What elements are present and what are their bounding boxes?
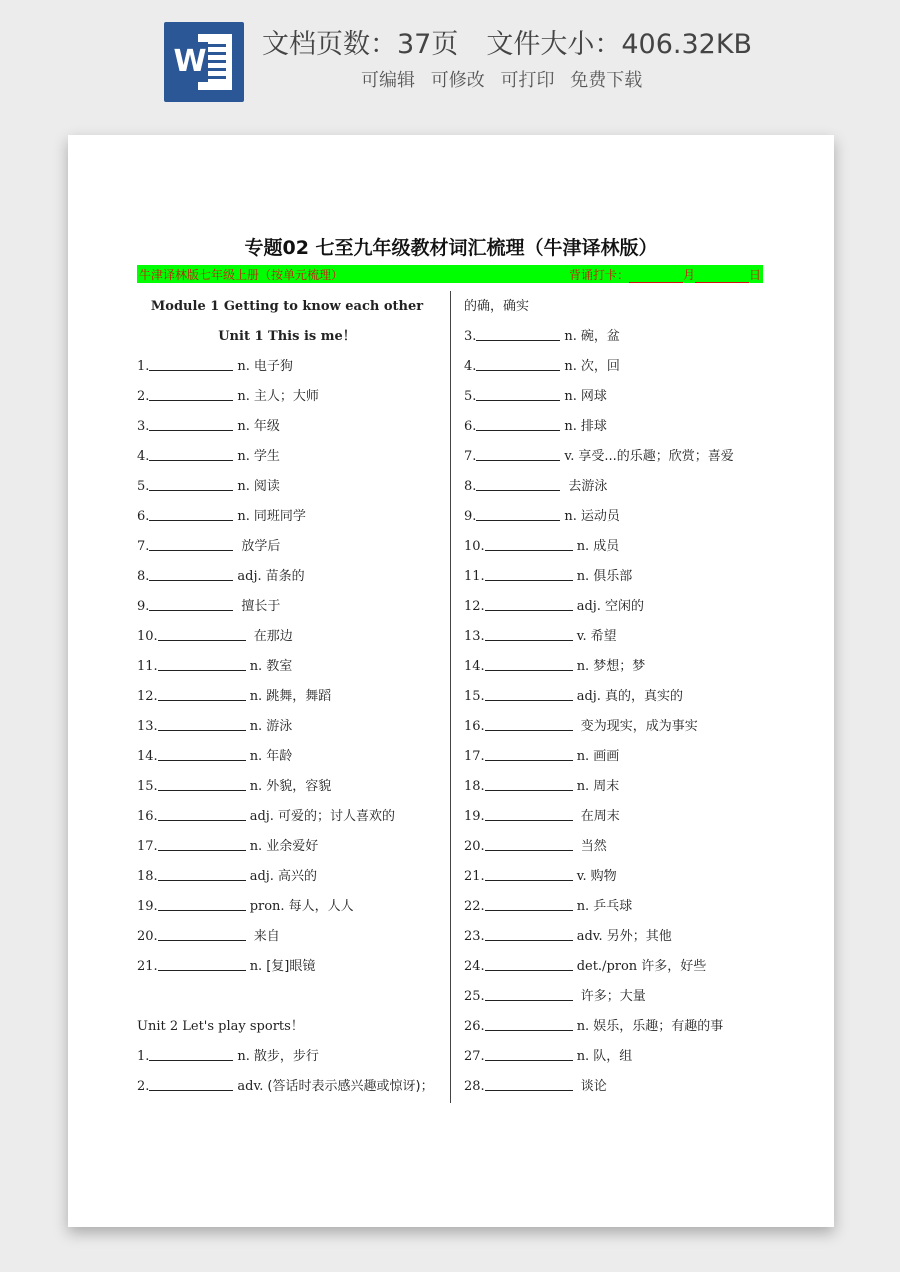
item-number: 16. bbox=[137, 809, 158, 824]
chinese-meaning: 碗，盆 bbox=[580, 329, 620, 344]
chinese-meaning: 队，组 bbox=[593, 1049, 633, 1064]
part-of-speech: n. bbox=[249, 659, 263, 674]
answer-blank[interactable] bbox=[476, 506, 560, 521]
answer-blank[interactable] bbox=[485, 896, 573, 911]
answer-blank[interactable] bbox=[158, 836, 246, 851]
section-header-bar bbox=[137, 265, 763, 283]
document-page bbox=[68, 135, 834, 1227]
answer-blank[interactable] bbox=[149, 536, 233, 551]
feature-modifiable: 可修改 bbox=[430, 70, 485, 91]
answer-blank[interactable] bbox=[485, 656, 573, 671]
part-of-speech: adj. bbox=[576, 599, 601, 614]
item-number: 4. bbox=[464, 359, 477, 374]
chinese-meaning: 年级 bbox=[253, 419, 280, 434]
vocab-item bbox=[464, 1042, 784, 1072]
vocab-item bbox=[464, 412, 784, 442]
month-label: 月 bbox=[682, 268, 695, 282]
vocab-item bbox=[464, 502, 784, 532]
item-number: 11. bbox=[464, 569, 485, 584]
answer-blank[interactable] bbox=[476, 326, 560, 341]
item-number: 9. bbox=[464, 509, 477, 524]
chinese-meaning: 许多，好些 bbox=[641, 959, 707, 974]
answer-blank[interactable] bbox=[485, 536, 573, 551]
word-logo-letter: W bbox=[172, 42, 208, 82]
item-number: 6. bbox=[137, 509, 150, 524]
chinese-meaning: 跳舞，舞蹈 bbox=[266, 689, 332, 704]
chinese-meaning: 当然 bbox=[580, 839, 607, 854]
item-number: 17. bbox=[137, 839, 158, 854]
item-number: 16. bbox=[464, 719, 485, 734]
item-number: 28. bbox=[464, 1079, 485, 1094]
section-label: 牛津译林版七年级上册（按单元梳理） bbox=[139, 268, 344, 282]
vocab-item bbox=[464, 952, 784, 982]
vocab-item bbox=[464, 652, 784, 682]
word-document-icon bbox=[164, 22, 244, 102]
part-of-speech: n. bbox=[249, 719, 263, 734]
answer-blank[interactable] bbox=[485, 806, 573, 821]
vocab-item bbox=[137, 412, 437, 442]
chinese-meaning: 排球 bbox=[580, 419, 607, 434]
answer-blank[interactable] bbox=[485, 956, 573, 971]
item-number: 24. bbox=[464, 959, 485, 974]
day-label: 日 bbox=[748, 268, 761, 282]
vocab-item bbox=[137, 352, 437, 382]
part-of-speech: adv. bbox=[576, 929, 603, 944]
answer-blank[interactable] bbox=[485, 776, 573, 791]
chinese-meaning: 放学后 bbox=[241, 539, 281, 554]
answer-blank[interactable] bbox=[476, 446, 560, 461]
item-number: 6. bbox=[464, 419, 477, 434]
chinese-meaning: 俱乐部 bbox=[593, 569, 633, 584]
chinese-meaning: 外貌，容貌 bbox=[266, 779, 332, 794]
part-of-speech: n. bbox=[576, 749, 590, 764]
chinese-meaning: 高兴的 bbox=[277, 869, 317, 884]
vocab-item bbox=[464, 1012, 784, 1042]
vocab-item bbox=[137, 862, 437, 892]
item-number: 1. bbox=[137, 1049, 150, 1064]
answer-blank[interactable] bbox=[158, 656, 246, 671]
chinese-meaning: 另外；其他 bbox=[606, 929, 672, 944]
item-number: 2. bbox=[137, 1079, 150, 1094]
item-number: 27. bbox=[464, 1049, 485, 1064]
answer-blank[interactable] bbox=[158, 716, 246, 731]
part-of-speech: v. bbox=[576, 629, 587, 644]
chinese-meaning: 去游泳 bbox=[568, 479, 608, 494]
vocab-item bbox=[137, 562, 437, 592]
chinese-meaning: 散步，步行 bbox=[253, 1049, 319, 1064]
answer-blank[interactable] bbox=[149, 506, 233, 521]
vocab-item bbox=[464, 532, 784, 562]
chinese-meaning: 次，回 bbox=[580, 359, 620, 374]
part-of-speech: n. bbox=[576, 569, 590, 584]
answer-blank[interactable] bbox=[149, 566, 233, 581]
chinese-meaning: 真的，真实的 bbox=[604, 689, 683, 704]
answer-blank[interactable] bbox=[149, 596, 233, 611]
file-meta bbox=[262, 22, 780, 61]
answer-blank[interactable] bbox=[149, 386, 233, 401]
recite-checkin bbox=[569, 266, 761, 283]
chinese-meaning: [复]眼镜 bbox=[266, 959, 316, 974]
item-number: 1. bbox=[137, 359, 150, 374]
item-number: 8. bbox=[137, 569, 150, 584]
item-number: 3. bbox=[464, 329, 477, 344]
item-number: 14. bbox=[464, 659, 485, 674]
vocab-item bbox=[464, 322, 784, 352]
right-column bbox=[464, 292, 784, 1102]
vocab-item bbox=[137, 502, 437, 532]
answer-blank[interactable] bbox=[158, 746, 246, 761]
answer-blank[interactable] bbox=[485, 566, 573, 581]
part-of-speech: n. bbox=[237, 419, 250, 434]
item-number: 17. bbox=[464, 749, 485, 764]
item-number: 10. bbox=[464, 539, 485, 554]
month-blank[interactable] bbox=[629, 271, 683, 283]
part-of-speech: n. bbox=[564, 419, 577, 434]
answer-blank[interactable] bbox=[158, 896, 246, 911]
item-number: 25. bbox=[464, 989, 485, 1004]
chinese-meaning: 谈论 bbox=[580, 1079, 607, 1094]
part-of-speech: adj. bbox=[249, 869, 274, 884]
text-line: 的确，确实 bbox=[464, 299, 530, 314]
vocab-item bbox=[464, 922, 784, 952]
chinese-meaning: 变为现实，成为事实 bbox=[580, 719, 698, 734]
answer-blank[interactable] bbox=[485, 626, 573, 641]
part-of-speech: pron. bbox=[249, 899, 285, 914]
text-line: Unit 2 Let's play sports！ bbox=[137, 1019, 304, 1034]
part-of-speech: n. bbox=[576, 779, 590, 794]
chinese-meaning: 同班同学 bbox=[253, 509, 306, 524]
chinese-meaning: 游泳 bbox=[266, 719, 293, 734]
feature-list bbox=[361, 66, 652, 92]
answer-blank[interactable] bbox=[485, 686, 573, 701]
chinese-meaning: 网球 bbox=[580, 389, 607, 404]
chinese-meaning: 空闲的 bbox=[604, 599, 644, 614]
answer-blank[interactable] bbox=[476, 386, 560, 401]
vocab-item bbox=[137, 832, 437, 862]
vocab-item bbox=[137, 742, 437, 772]
item-number: 7. bbox=[137, 539, 150, 554]
part-of-speech: n. bbox=[249, 779, 263, 794]
part-of-speech: n. bbox=[237, 1049, 250, 1064]
chinese-meaning: 教室 bbox=[266, 659, 293, 674]
part-of-speech: n. bbox=[249, 749, 263, 764]
part-of-speech: n. bbox=[564, 329, 577, 344]
item-number: 18. bbox=[137, 869, 158, 884]
vocab-item bbox=[137, 382, 437, 412]
item-number: 5. bbox=[137, 479, 150, 494]
checkin-label: 背诵打卡： bbox=[568, 268, 629, 282]
answer-blank[interactable] bbox=[149, 1046, 233, 1061]
chinese-meaning: 业余爱好 bbox=[266, 839, 319, 854]
vocab-item bbox=[137, 622, 437, 652]
answer-blank[interactable] bbox=[485, 1076, 573, 1091]
item-number: 8. bbox=[464, 479, 477, 494]
vocab-item bbox=[464, 352, 784, 382]
answer-blank[interactable] bbox=[485, 746, 573, 761]
chinese-meaning: 希望 bbox=[590, 629, 617, 644]
part-of-speech: n. bbox=[237, 389, 250, 404]
item-number: 13. bbox=[137, 719, 158, 734]
answer-blank[interactable] bbox=[485, 926, 573, 941]
answer-blank[interactable] bbox=[476, 416, 560, 431]
left-column bbox=[137, 292, 437, 1102]
answer-blank[interactable] bbox=[158, 926, 246, 941]
item-number: 20. bbox=[464, 839, 485, 854]
item-number: 2. bbox=[137, 389, 150, 404]
part-of-speech: n. bbox=[564, 359, 577, 374]
answer-blank[interactable] bbox=[149, 416, 233, 431]
part-of-speech: n. bbox=[576, 659, 590, 674]
chinese-meaning: 购物 bbox=[590, 869, 617, 884]
section-heading: Unit 1 This is me！ bbox=[218, 329, 356, 344]
vocab-item bbox=[464, 592, 784, 622]
chinese-meaning: 阅读 bbox=[253, 479, 280, 494]
vocab-item bbox=[137, 1042, 437, 1072]
vocab-item bbox=[464, 682, 784, 712]
chinese-meaning: 运动员 bbox=[580, 509, 620, 524]
chinese-meaning: 乒乓球 bbox=[593, 899, 633, 914]
item-number: 22. bbox=[464, 899, 485, 914]
chinese-meaning: 擅长于 bbox=[241, 599, 281, 614]
vocab-item bbox=[137, 652, 437, 682]
part-of-speech: n. bbox=[576, 1019, 590, 1034]
vocab-item bbox=[464, 802, 784, 832]
answer-blank[interactable] bbox=[485, 1016, 573, 1031]
vocab-item bbox=[137, 922, 437, 952]
chinese-meaning: 在那边 bbox=[253, 629, 293, 644]
vocab-item bbox=[464, 622, 784, 652]
vocab-item bbox=[464, 832, 784, 862]
document-title: 专题02 七至九年级教材词汇梳理（牛津译林版） bbox=[244, 237, 658, 259]
vocab-item bbox=[464, 772, 784, 802]
part-of-speech: n. bbox=[237, 479, 250, 494]
vocab-item bbox=[137, 1072, 437, 1102]
answer-blank[interactable] bbox=[158, 626, 246, 641]
vocab-item bbox=[464, 982, 784, 1012]
chinese-meaning: 主人；大师 bbox=[253, 389, 319, 404]
answer-blank[interactable] bbox=[158, 806, 246, 821]
answer-blank[interactable] bbox=[149, 476, 233, 491]
part-of-speech: n. bbox=[564, 389, 577, 404]
chinese-meaning: 成员 bbox=[593, 539, 620, 554]
part-of-speech: adj. bbox=[237, 569, 262, 584]
vocab-item bbox=[137, 592, 437, 622]
vocab-item bbox=[464, 742, 784, 772]
item-number: 18. bbox=[464, 779, 485, 794]
answer-blank[interactable] bbox=[476, 476, 560, 491]
answer-blank[interactable] bbox=[158, 776, 246, 791]
item-number: 3. bbox=[137, 419, 150, 434]
vocab-item bbox=[464, 442, 784, 472]
part-of-speech: n. bbox=[237, 359, 250, 374]
item-number: 13. bbox=[464, 629, 485, 644]
chinese-meaning: (答话时表示感兴趣或惊讶)； bbox=[267, 1079, 434, 1094]
item-number: 10. bbox=[137, 629, 158, 644]
chinese-meaning: 来自 bbox=[253, 929, 280, 944]
item-number: 7. bbox=[464, 449, 477, 464]
part-of-speech: n. bbox=[576, 539, 590, 554]
part-of-speech: n. bbox=[249, 689, 263, 704]
part-of-speech: n. bbox=[564, 509, 577, 524]
part-of-speech: adj. bbox=[249, 809, 274, 824]
part-of-speech: v. bbox=[564, 449, 575, 464]
section-heading: Module 1 Getting to know each other bbox=[150, 299, 424, 314]
vocab-item bbox=[137, 712, 437, 742]
chinese-meaning: 享受...的乐趣；欣赏；喜爱 bbox=[578, 449, 734, 464]
item-number: 11. bbox=[137, 659, 158, 674]
item-number: 19. bbox=[137, 899, 158, 914]
vocab-item bbox=[464, 712, 784, 742]
vocab-item bbox=[137, 772, 437, 802]
part-of-speech: v. bbox=[576, 869, 587, 884]
part-of-speech: n. bbox=[576, 1049, 590, 1064]
part-of-speech: n. bbox=[249, 839, 263, 854]
part-of-speech: n. bbox=[576, 899, 590, 914]
chinese-meaning: 可爱的；讨人喜欢的 bbox=[277, 809, 395, 824]
item-number: 19. bbox=[464, 809, 485, 824]
feature-printable: 可打印 bbox=[500, 70, 555, 91]
item-number: 9. bbox=[137, 599, 150, 614]
item-number: 21. bbox=[137, 959, 158, 974]
chinese-meaning: 每人，人人 bbox=[288, 899, 354, 914]
answer-blank[interactable] bbox=[149, 356, 233, 371]
item-number: 21. bbox=[464, 869, 485, 884]
chinese-meaning: 在周末 bbox=[580, 809, 620, 824]
item-number: 5. bbox=[464, 389, 477, 404]
answer-blank[interactable] bbox=[485, 596, 573, 611]
day-blank[interactable] bbox=[695, 271, 749, 283]
column-divider bbox=[450, 291, 451, 1103]
feature-free-download: 免费下载 bbox=[570, 70, 643, 91]
answer-blank[interactable] bbox=[158, 866, 246, 881]
vocab-item bbox=[137, 442, 437, 472]
item-number: 12. bbox=[464, 599, 485, 614]
part-of-speech: n. bbox=[237, 449, 250, 464]
vocab-item bbox=[137, 952, 437, 982]
vocab-item bbox=[137, 802, 437, 832]
item-number: 15. bbox=[464, 689, 485, 704]
part-of-speech: det./pron bbox=[576, 959, 638, 974]
part-of-speech: n. bbox=[249, 959, 263, 974]
answer-blank[interactable] bbox=[485, 986, 573, 1001]
chinese-meaning: 娱乐，乐趣；有趣的事 bbox=[593, 1019, 724, 1034]
answer-blank[interactable] bbox=[485, 716, 573, 731]
vocab-item bbox=[464, 472, 784, 502]
answer-blank[interactable] bbox=[476, 356, 560, 371]
item-number: 14. bbox=[137, 749, 158, 764]
item-number: 15. bbox=[137, 779, 158, 794]
blank-row bbox=[137, 982, 437, 1012]
item-number: 20. bbox=[137, 929, 158, 944]
answer-blank[interactable] bbox=[149, 446, 233, 461]
answer-blank[interactable] bbox=[485, 836, 573, 851]
answer-blank[interactable] bbox=[485, 1046, 573, 1061]
vocab-item bbox=[137, 892, 437, 922]
chinese-meaning: 许多；大量 bbox=[580, 989, 646, 1004]
item-number: 12. bbox=[137, 689, 158, 704]
page-count: 文档页数：37页 bbox=[262, 29, 459, 60]
vocab-item bbox=[464, 862, 784, 892]
item-number: 4. bbox=[137, 449, 150, 464]
chinese-meaning: 电子狗 bbox=[253, 359, 293, 374]
vocab-item bbox=[137, 472, 437, 502]
item-number: 26. bbox=[464, 1019, 485, 1034]
chinese-meaning: 学生 bbox=[253, 449, 280, 464]
vocab-item bbox=[464, 562, 784, 592]
vocab-item bbox=[464, 1072, 784, 1102]
answer-blank[interactable] bbox=[158, 956, 246, 971]
answer-blank[interactable] bbox=[158, 686, 246, 701]
feature-editable: 可编辑 bbox=[361, 70, 415, 91]
answer-blank[interactable] bbox=[149, 1076, 233, 1091]
chinese-meaning: 梦想；梦 bbox=[593, 659, 646, 674]
vocab-item bbox=[137, 532, 437, 562]
vocab-item bbox=[137, 682, 437, 712]
item-number: 23. bbox=[464, 929, 485, 944]
vocab-item bbox=[464, 382, 784, 412]
part-of-speech: adj. bbox=[576, 689, 601, 704]
file-size: 文件大小：406.32KB bbox=[486, 29, 753, 60]
chinese-meaning: 年龄 bbox=[266, 749, 293, 764]
chinese-meaning: 周末 bbox=[593, 779, 620, 794]
download-banner bbox=[0, 0, 900, 118]
part-of-speech: n. bbox=[237, 509, 250, 524]
vocab-item bbox=[464, 892, 784, 922]
chinese-meaning: 苗条的 bbox=[265, 569, 305, 584]
part-of-speech: adv. bbox=[237, 1079, 264, 1094]
chinese-meaning: 画画 bbox=[593, 749, 620, 764]
answer-blank[interactable] bbox=[485, 866, 573, 881]
